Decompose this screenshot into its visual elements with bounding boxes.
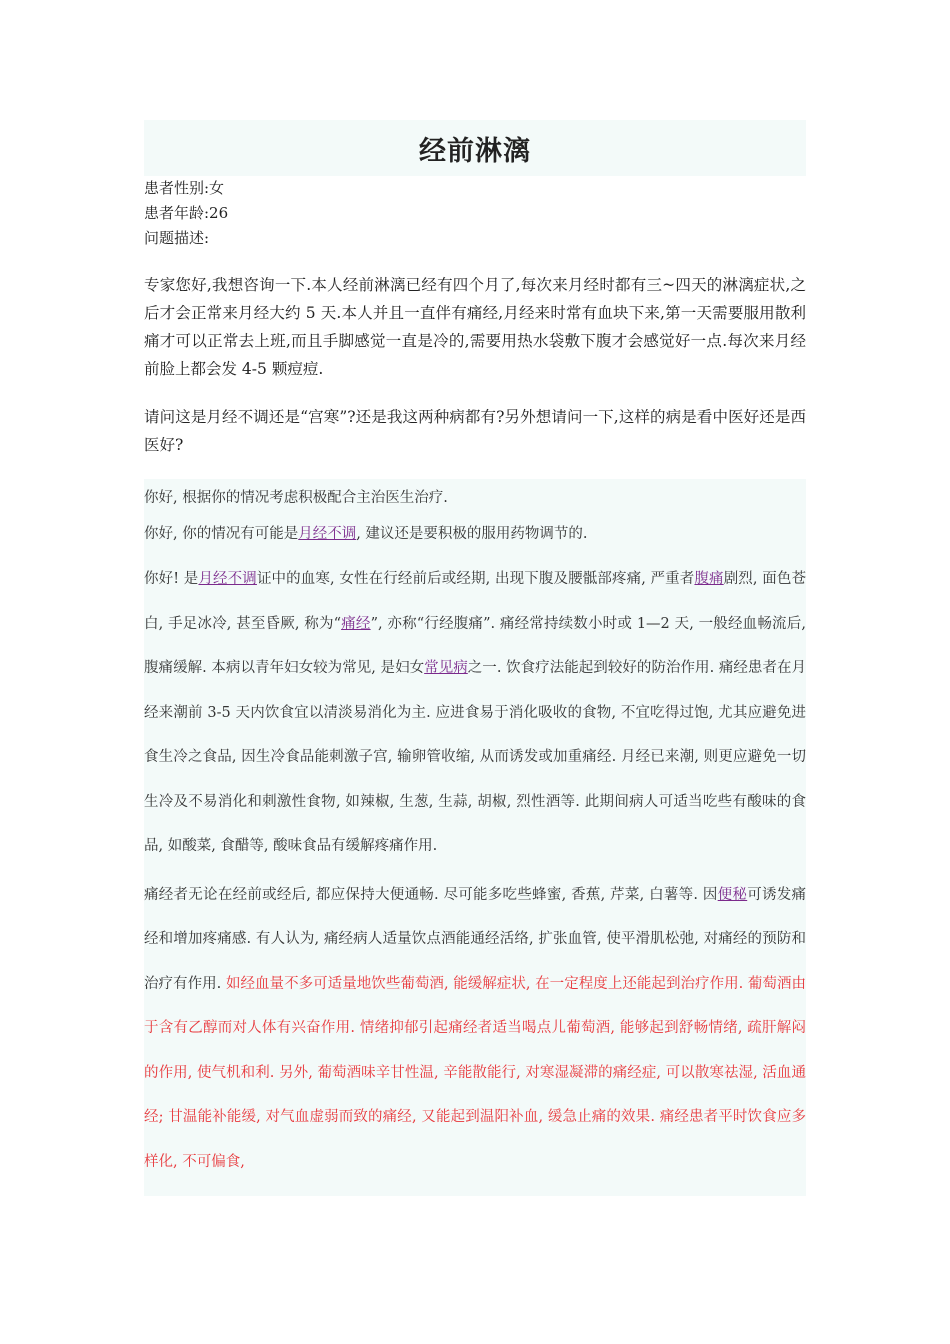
- answer-1: 你好, 根据你的情况考虑积极配合主治医生治疗.: [144, 490, 448, 506]
- link-constipation[interactable]: 便秘: [717, 886, 748, 903]
- answer-4-text-1: 痛经者无论在经前或经后, 都应保持大便通畅. 尽可能多吃些蜂蜜, 香蕉, 芹菜, 白薯等. 因: [144, 886, 718, 903]
- question-section: [144, 271, 806, 459]
- patient-meta: [144, 176, 806, 251]
- answer-3-text-4: ”, 亦称“行经腹痛”. 痛经常持续数小时或 1—2 天, 一般经血畅流后, 腹痛缓解. 本病以青年妇女较为常见, 是妇女: [144, 615, 806, 676]
- answer-3-text-2: 证中的血寒, 女性在行经前后或经期, 出现下腹及腰骶部疼痛, 严重者: [256, 571, 695, 587]
- answer-4-highlighted-text: 如经血量不多可适量地饮些葡萄酒, 能缓解症状, 在一定程度上还能起到治疗作用. 葡萄酒由于含有乙醇而对人体有兴奋作用. 情绪抑郁引起痛经者适当喝点儿葡萄酒, 能够起到舒畅情绪, 疏肝解闷的作用, 使气机和利. 另外, 葡萄酒味辛甘性温, 辛能散能行, 对寒湿凝滞的痛经症, 可以散寒祛湿, 活血通经; 甘温能补能缓, 对气血虚弱而致的痛经, 又能起到温阳补血, 缓急止痛的效果. 痛经患者平时饮食应多样化, 不可偏食,: [144, 975, 807, 1170]
- answer-4-text-2: 可诱发痛经和增加疼痛感. 有人认为, 痛经病人适量饮点酒能通经活络, 扩张血管, 使平滑肌松弛, 对痛经的预防和治疗有作用.: [144, 886, 806, 992]
- answer-3-text-5: 之一. 饮食疗法能起到较好的防治作用. 痛经患者在月经来潮前 3-5 天内饮食宜以清淡易消化为主. 应进食易于消化吸收的食物, 不宜吃得过饱, 尤其应避免进食生冷之食品, 因生冷食品能刺激子宫, 输卵管收缩, 从而诱发或加重痛经. 月经已来潮, 则更应避免一切生冷及不易消化和刺激性食物, 如辣椒, 生葱, 生蒜, 胡椒, 烈性酒等. 此期间病人可适当吃些有酸味的食品, 如酸菜, 食醋等, 酸味食品有缓解疼痛作用.: [144, 660, 807, 854]
- link-common-disease[interactable]: 常见病: [424, 660, 468, 676]
- answer-2: [144, 521, 806, 547]
- link-menstrual-disorder[interactable]: 月经不调: [298, 526, 357, 542]
- question-paragraph-2: 请问这是月经不调还是“宫寒”?还是我这两种病都有?另外想请问一下,这样的病是看中医好还是西医好?: [144, 408, 806, 454]
- answer-2-text-start: 你好, 你的情况有可能是: [144, 526, 299, 542]
- link-menstrual-disorder-2[interactable]: 月经不调: [198, 571, 257, 587]
- answer-3-text-1: 你好! 是: [144, 571, 199, 587]
- link-dysmenorrhea[interactable]: 痛经: [341, 615, 371, 632]
- document-page: [144, 120, 806, 1196]
- link-abdominal-pain[interactable]: 腹痛: [694, 571, 724, 587]
- title-band: [144, 120, 806, 176]
- answers-section: [144, 479, 806, 1196]
- question-paragraph-1: 专家您好,我想咨询一下.本人经前淋漓已经有四个月了,每次来月经时都有三~四天的淋漓症状,之后才会正常来月经大约 5 天.本人并且一直伴有痛经,月经来时常有血块下来,第一天需要服用散利痛才可以正常去上班,而且手脚感觉一直是冷的,需要用热水袋敷下腹才会感觉好一点.每次来月经前脸上都会发 4-5 颗痘痘.: [144, 276, 806, 378]
- page-title: 经前淋漓: [419, 135, 531, 167]
- patient-age: 患者年龄:26: [144, 204, 229, 222]
- description-label: 问题描述:: [144, 229, 210, 247]
- answer-2-text-end: , 建议还是要积极的服用药物调节的.: [356, 526, 588, 542]
- answer-3: [144, 557, 806, 869]
- answer-3-text-3: 剧烈, 面色苍白, 手足冰冷, 甚至昏厥, 称为“: [144, 571, 807, 632]
- patient-gender: 患者性别:女: [144, 179, 225, 197]
- answer-4: [144, 873, 806, 1185]
